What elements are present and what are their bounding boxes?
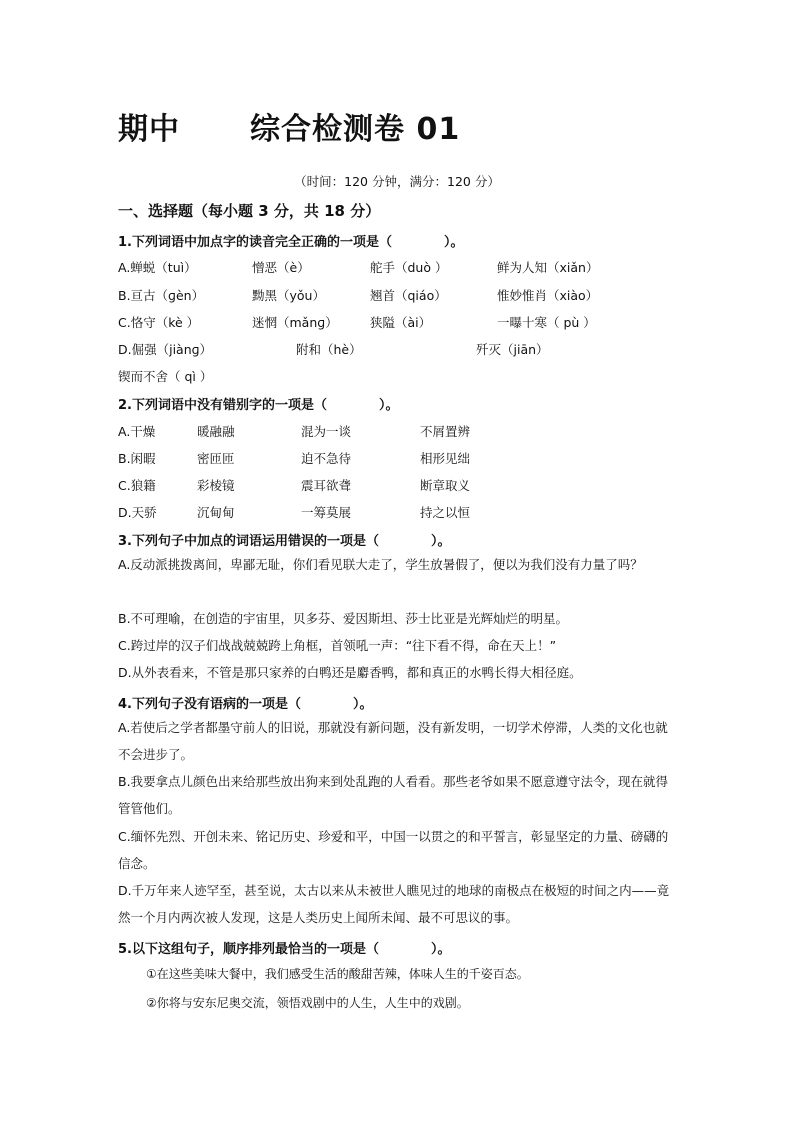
q1-option-c-1: C.恪守（kè ）	[118, 315, 200, 330]
q4-option-a: A.若使后之学者都墨守前人的旧说，那就没有新问题，没有新发明，一切学术停滞，人类的文化也就不会进步了。	[118, 720, 668, 762]
q2-option-a-1: A.干燥	[118, 424, 156, 439]
q2-option-b-1: B.闲暇	[118, 451, 156, 466]
question-2-stem: 2.下列词语中没有错别字的一项是（ ）。	[118, 398, 399, 413]
q1-option-c-4: 一曝十寒（ pù ）	[497, 315, 596, 330]
q3-option-d: D.从外表看来，不管是那只家养的白鸭还是麝香鸭，都和真正的水鸭长得大相径庭。	[118, 665, 582, 680]
question-3-stem: 3.下列句子中加点的词语运用错误的一项是（ ）。	[118, 534, 451, 549]
q4-option-c: C.缅怀先烈、开创未来、铭记历史、珍爱和平，中国一以贯之的和平誓言，彰显坚定的力量、磅礴的信念。	[118, 829, 669, 871]
section-heading: 一、选择题（每小题 3 分，共 18 分）	[118, 202, 381, 220]
q2-option-a-4: 不屑置辨	[420, 424, 471, 439]
q3-option-b: B.不可理喻，在创造的宇宙里，贝多芬、爱因斯坦、莎士比亚是光辉灿烂的明星。	[118, 611, 569, 626]
q2-option-b-2: 密匝匝	[197, 451, 235, 466]
exam-meta: （时间：120 分钟，满分：120 分）	[294, 174, 500, 189]
q1-option-a-4: 鲜为人知（xiǎn）	[497, 260, 599, 275]
q1-option-b-1: B.亘古（ɡèn）	[118, 288, 205, 303]
q2-option-c-3: 震耳欲聋	[301, 478, 352, 493]
question-1-stem: 1.下列词语中加点字的读音完全正确的一项是（ ）。	[118, 235, 464, 250]
page-title	[118, 104, 460, 148]
q2-option-c-4: 断章取义	[420, 478, 471, 493]
q1-option-d-4: 锲而不舍（ qì ）	[118, 369, 213, 384]
q1-option-a-2: 憎恶（è）	[252, 260, 310, 275]
q2-option-d-3: 一筹莫展	[301, 505, 352, 520]
title-part-2: 综合检测卷 01	[250, 112, 461, 147]
q1-option-d-3: 歼灭（jiān）	[476, 342, 549, 357]
q3-option-c: C.跨过岸的汉子们战战兢兢跨上角框，首领吼一声：“往下看不得，命在天上！”	[118, 638, 557, 653]
q2-option-c-2: 彩棱镜	[197, 478, 235, 493]
q2-option-a-3: 混为一谈	[301, 424, 352, 439]
q1-option-c-2: 迷惘（mǎnɡ）	[252, 315, 338, 330]
q1-option-b-2: 黝黑（yǒu）	[252, 288, 325, 303]
q2-option-c-1: C.狼籍	[118, 478, 156, 493]
q1-option-d-1: D.倔强（jiànɡ）	[118, 342, 213, 357]
q2-option-b-3: 迫不急待	[301, 451, 352, 466]
q5-sentence-1: ①在这些美味大餐中，我们感受生活的酸甜苦辣，体味人生的千姿百态。	[146, 967, 529, 981]
q3-option-a: A.反动派挑拨离间，卑鄙无耻，你们看见联大走了，学生放暑假了，便以为我们没有力量了吗？	[118, 557, 643, 572]
q2-option-b-4: 相形见绌	[420, 451, 471, 466]
q2-option-d-2: 沉甸甸	[197, 505, 235, 520]
q4-option-d: D.千万年来人迹罕至，甚至说，太古以来从未被世人瞧见过的地球的南极点在极短的时间之内——竟然一个月内两次被人发现，这是人类历史上闻所未闻、最不可思议的事。	[118, 883, 670, 925]
question-5-stem: 5.以下这组句子，顺序排列最恰当的一项是（ ）。	[118, 942, 451, 957]
question-4-stem: 4.下列句子没有语病的一项是（ ）。	[118, 697, 373, 712]
q1-option-d-2: 附和（hè）	[296, 342, 362, 357]
q1-option-b-4: 惟妙惟肖（xiào）	[497, 288, 599, 303]
q1-option-b-3: 翘首（qiáo）	[370, 288, 447, 303]
q2-option-a-2: 暖融融	[197, 424, 235, 439]
q4-option-b: B.我要拿点儿颜色出来给那些放出狗来到处乱跑的人看看。那些老爷如果不愿意遵守法令，现在就得管管他们。	[118, 774, 669, 816]
q5-sentence-2: ②你将与安东尼奥交流，领悟戏剧中的人生，人生中的戏剧。	[146, 996, 469, 1010]
q1-option-a-1: A.蝉蜕（tuì）	[118, 260, 197, 275]
q2-option-d-4: 持之以恒	[420, 505, 471, 520]
q2-option-d-1: D.天骄	[118, 505, 157, 520]
q1-option-c-3: 狭隘（ài）	[370, 315, 432, 330]
q1-option-a-3: 舵手（duò ）	[370, 260, 448, 275]
title-part-1: 期中	[118, 112, 180, 147]
